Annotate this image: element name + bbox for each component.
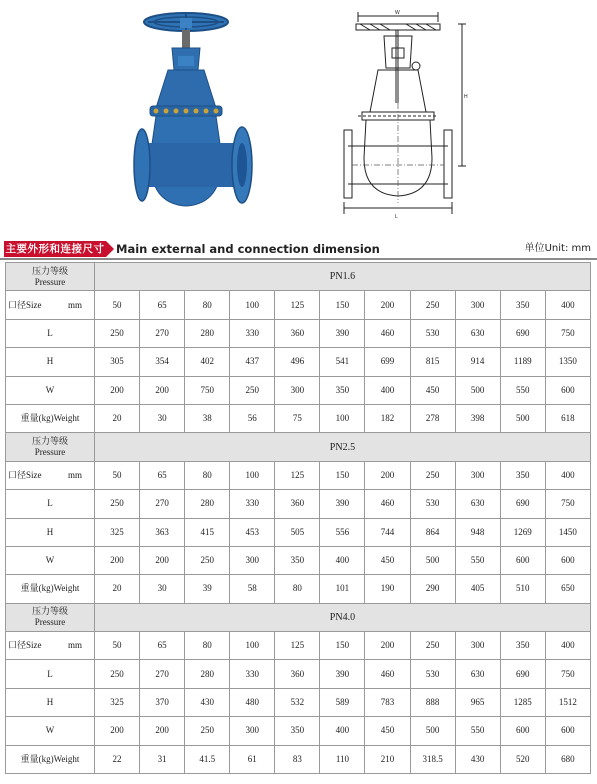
l-cell: 630 — [455, 319, 500, 347]
h-cell: 505 — [275, 518, 320, 546]
w-cell: 200 — [95, 717, 140, 745]
product-figures — [0, 0, 597, 236]
l-cell: 280 — [185, 490, 230, 518]
size-label-wrap — [6, 640, 94, 651]
h-cell: 948 — [455, 518, 500, 546]
size-cell: 300 — [455, 291, 500, 319]
pressure-row — [6, 433, 591, 461]
weight-cell: 61 — [230, 745, 275, 773]
l-cell: 530 — [410, 490, 455, 518]
size-cell: 100 — [230, 632, 275, 660]
w-cell: 200 — [140, 376, 185, 404]
h-cell: 914 — [455, 348, 500, 376]
size-row — [6, 291, 591, 319]
l-cell: 750 — [545, 490, 590, 518]
weight-cell: 100 — [320, 404, 365, 432]
h-row-label: H — [6, 518, 95, 546]
pressure-row — [6, 263, 591, 291]
size-cell: 350 — [500, 461, 545, 489]
weight-cell: 56 — [230, 404, 275, 432]
weight-cell: 430 — [455, 745, 500, 773]
size-cell: 200 — [365, 632, 410, 660]
weight-cell: 182 — [365, 404, 410, 432]
size-unit: mm — [67, 299, 82, 310]
weight-cell: 318.5 — [410, 745, 455, 773]
w-cell: 600 — [545, 546, 590, 574]
weight-row — [6, 575, 591, 603]
weight-cell: 510 — [500, 575, 545, 603]
h-cell: 815 — [410, 348, 455, 376]
h-cell: 589 — [320, 688, 365, 716]
pressure-value: PN2.5 — [95, 433, 591, 461]
h-cell: 556 — [320, 518, 365, 546]
weight-cell: 101 — [320, 575, 365, 603]
weight-cell: 190 — [365, 575, 410, 603]
weight-cell: 39 — [185, 575, 230, 603]
h-row — [6, 688, 591, 716]
l-cell: 330 — [230, 490, 275, 518]
w-cell: 300 — [230, 717, 275, 745]
h-cell: 430 — [185, 688, 230, 716]
weight-row — [6, 404, 591, 432]
pressure-label-cn: 压力等级 — [31, 265, 68, 276]
size-cell: 100 — [230, 291, 275, 319]
weight-cell: 650 — [545, 575, 590, 603]
w-cell: 250 — [185, 717, 230, 745]
l-row-label: L — [6, 660, 95, 688]
l-cell: 360 — [275, 660, 320, 688]
w-cell: 550 — [455, 717, 500, 745]
w-cell: 500 — [455, 376, 500, 404]
h-cell: 783 — [365, 688, 410, 716]
size-cell: 400 — [545, 632, 590, 660]
size-cell: 400 — [545, 461, 590, 489]
size-label: 口径Size — [8, 469, 42, 480]
unit-label: 单位Unit: mm — [524, 243, 591, 254]
h-cell: 888 — [410, 688, 455, 716]
w-cell: 400 — [320, 546, 365, 574]
weight-row-label: 重量(kg)Weight — [6, 404, 95, 432]
h-cell: 965 — [455, 688, 500, 716]
h-cell: 1512 — [545, 688, 590, 716]
size-cell: 125 — [275, 461, 320, 489]
w-cell: 450 — [365, 546, 410, 574]
w-row — [6, 546, 591, 574]
weight-cell: 83 — [275, 745, 320, 773]
w-cell: 600 — [500, 717, 545, 745]
size-cell: 150 — [320, 461, 365, 489]
w-cell: 200 — [95, 546, 140, 574]
weight-cell: 520 — [500, 745, 545, 773]
l-cell: 250 — [95, 319, 140, 347]
w-cell: 450 — [410, 376, 455, 404]
l-cell: 690 — [500, 660, 545, 688]
l-cell: 390 — [320, 490, 365, 518]
pressure-label-cell — [6, 603, 95, 631]
size-label-wrap — [6, 470, 94, 481]
w-cell: 350 — [320, 376, 365, 404]
l-cell: 460 — [365, 319, 410, 347]
size-cell: 200 — [365, 461, 410, 489]
weight-cell: 22 — [95, 745, 140, 773]
weight-cell: 20 — [95, 575, 140, 603]
l-cell: 330 — [230, 319, 275, 347]
pressure-label-en: Pressure — [34, 617, 66, 628]
w-cell: 600 — [545, 717, 590, 745]
h-row — [6, 348, 591, 376]
weight-cell: 75 — [275, 404, 320, 432]
size-cell: 250 — [410, 461, 455, 489]
weight-cell: 500 — [500, 404, 545, 432]
pressure-label-en: Pressure — [34, 447, 66, 458]
weight-cell: 290 — [410, 575, 455, 603]
weight-cell: 110 — [320, 745, 365, 773]
h-cell: 363 — [140, 518, 185, 546]
size-cell: 65 — [140, 461, 185, 489]
weight-row-label: 重量(kg)Weight — [6, 575, 95, 603]
size-cell: 65 — [140, 632, 185, 660]
weight-cell: 41.5 — [185, 745, 230, 773]
l-cell: 630 — [455, 660, 500, 688]
size-cell: 150 — [320, 632, 365, 660]
h-cell: 325 — [95, 518, 140, 546]
size-label-cell — [6, 461, 95, 489]
size-label-cell — [6, 632, 95, 660]
weight-cell: 80 — [275, 575, 320, 603]
weight-cell: 210 — [365, 745, 410, 773]
l-cell: 330 — [230, 660, 275, 688]
gate-valve-photo — [128, 8, 256, 213]
size-cell: 50 — [95, 632, 140, 660]
l-cell: 750 — [545, 660, 590, 688]
w-cell: 300 — [230, 546, 275, 574]
pressure-label-cn: 压力等级 — [31, 606, 68, 617]
size-cell: 65 — [140, 291, 185, 319]
size-cell: 300 — [455, 632, 500, 660]
w-cell: 350 — [275, 717, 320, 745]
w-row-label: W — [6, 717, 95, 745]
w-cell: 600 — [545, 376, 590, 404]
weight-row-label: 重量(kg)Weight — [6, 745, 95, 773]
h-cell: 541 — [320, 348, 365, 376]
size-cell: 350 — [500, 632, 545, 660]
w-cell: 350 — [275, 546, 320, 574]
size-cell: 125 — [275, 632, 320, 660]
size-label-wrap — [6, 300, 94, 311]
l-cell: 390 — [320, 319, 365, 347]
section-title-cn: 主要外形和连接尺寸 — [5, 243, 105, 255]
w-row — [6, 717, 591, 745]
dimension-table — [5, 262, 591, 774]
size-label: 口径Size — [8, 640, 42, 651]
size-label-cell — [6, 291, 95, 319]
weight-cell: 680 — [545, 745, 590, 773]
l-cell: 630 — [455, 490, 500, 518]
h-row-label: H — [6, 688, 95, 716]
l-cell: 360 — [275, 490, 320, 518]
w-cell: 250 — [185, 546, 230, 574]
h-cell: 354 — [140, 348, 185, 376]
h-cell: 325 — [95, 688, 140, 716]
size-cell: 50 — [95, 291, 140, 319]
weight-cell: 278 — [410, 404, 455, 432]
w-cell: 600 — [500, 546, 545, 574]
weight-cell: 30 — [140, 404, 185, 432]
weight-cell: 20 — [95, 404, 140, 432]
pressure-value: PN4.0 — [95, 603, 591, 631]
h-cell: 1450 — [545, 518, 590, 546]
l-cell: 530 — [410, 660, 455, 688]
h-cell: 1285 — [500, 688, 545, 716]
h-cell: 415 — [185, 518, 230, 546]
h-cell: 1350 — [545, 348, 590, 376]
size-cell: 200 — [365, 291, 410, 319]
l-cell: 280 — [185, 660, 230, 688]
size-cell: 80 — [185, 291, 230, 319]
l-cell: 270 — [140, 660, 185, 688]
h-cell: 437 — [230, 348, 275, 376]
w-cell: 200 — [95, 376, 140, 404]
w-cell: 200 — [140, 717, 185, 745]
l-cell: 250 — [95, 490, 140, 518]
w-row-label: W — [6, 376, 95, 404]
w-cell: 300 — [275, 376, 320, 404]
h-cell: 532 — [275, 688, 320, 716]
h-row — [6, 518, 591, 546]
l-cell: 280 — [185, 319, 230, 347]
weight-cell: 30 — [140, 575, 185, 603]
w-cell: 200 — [140, 546, 185, 574]
h-row-label: H — [6, 348, 95, 376]
section-title-en: Main external and connection dimension — [116, 242, 380, 256]
h-cell: 744 — [365, 518, 410, 546]
w-row — [6, 376, 591, 404]
l-cell: 690 — [500, 319, 545, 347]
h-cell: 453 — [230, 518, 275, 546]
h-cell: 305 — [95, 348, 140, 376]
w-cell: 500 — [410, 546, 455, 574]
h-cell: 1189 — [500, 348, 545, 376]
pressure-label-cn: 压力等级 — [31, 436, 68, 447]
size-cell: 150 — [320, 291, 365, 319]
weight-cell: 38 — [185, 404, 230, 432]
weight-cell: 58 — [230, 575, 275, 603]
w-cell: 550 — [455, 546, 500, 574]
h-cell: 480 — [230, 688, 275, 716]
l-row-label: L — [6, 319, 95, 347]
size-cell: 80 — [185, 632, 230, 660]
weight-cell: 405 — [455, 575, 500, 603]
weight-cell: 398 — [455, 404, 500, 432]
w-cell: 750 — [185, 376, 230, 404]
size-cell: 250 — [410, 632, 455, 660]
size-cell: 100 — [230, 461, 275, 489]
l-cell: 270 — [140, 490, 185, 518]
l-cell: 250 — [95, 660, 140, 688]
size-row — [6, 461, 591, 489]
weight-cell: 31 — [140, 745, 185, 773]
size-cell: 80 — [185, 461, 230, 489]
h-cell: 496 — [275, 348, 320, 376]
w-row-label: W — [6, 546, 95, 574]
l-cell: 270 — [140, 319, 185, 347]
size-cell: 350 — [500, 291, 545, 319]
l-cell: 460 — [365, 660, 410, 688]
l-cell: 530 — [410, 319, 455, 347]
h-cell: 402 — [185, 348, 230, 376]
h-cell: 699 — [365, 348, 410, 376]
l-row — [6, 490, 591, 518]
drawing-label-w: W — [395, 10, 400, 16]
w-cell: 550 — [500, 376, 545, 404]
h-cell: 1269 — [500, 518, 545, 546]
size-row — [6, 632, 591, 660]
size-unit: mm — [67, 469, 82, 480]
drawing-label-h: H — [464, 94, 468, 100]
section-header — [0, 240, 597, 260]
drawing-label-l: L — [395, 214, 398, 220]
w-cell: 400 — [365, 376, 410, 404]
l-cell: 360 — [275, 319, 320, 347]
weight-row — [6, 745, 591, 773]
l-cell: 460 — [365, 490, 410, 518]
pressure-label-cell — [6, 263, 95, 291]
valve-dimension-drawing — [340, 8, 475, 220]
size-cell: 250 — [410, 291, 455, 319]
h-cell: 864 — [410, 518, 455, 546]
size-cell: 50 — [95, 461, 140, 489]
pressure-label-cell — [6, 433, 95, 461]
pressure-label-en: Pressure — [34, 276, 66, 287]
l-row — [6, 660, 591, 688]
pressure-row — [6, 603, 591, 631]
l-cell: 390 — [320, 660, 365, 688]
size-cell: 300 — [455, 461, 500, 489]
weight-cell: 618 — [545, 404, 590, 432]
l-row — [6, 319, 591, 347]
l-cell: 750 — [545, 319, 590, 347]
l-row-label: L — [6, 490, 95, 518]
w-cell: 500 — [410, 717, 455, 745]
size-label: 口径Size — [8, 299, 42, 310]
size-cell: 400 — [545, 291, 590, 319]
h-cell: 370 — [140, 688, 185, 716]
size-cell: 125 — [275, 291, 320, 319]
w-cell: 400 — [320, 717, 365, 745]
w-cell: 450 — [365, 717, 410, 745]
l-cell: 690 — [500, 490, 545, 518]
size-unit: mm — [67, 640, 82, 651]
w-cell: 250 — [230, 376, 275, 404]
pressure-value: PN1.6 — [95, 263, 591, 291]
